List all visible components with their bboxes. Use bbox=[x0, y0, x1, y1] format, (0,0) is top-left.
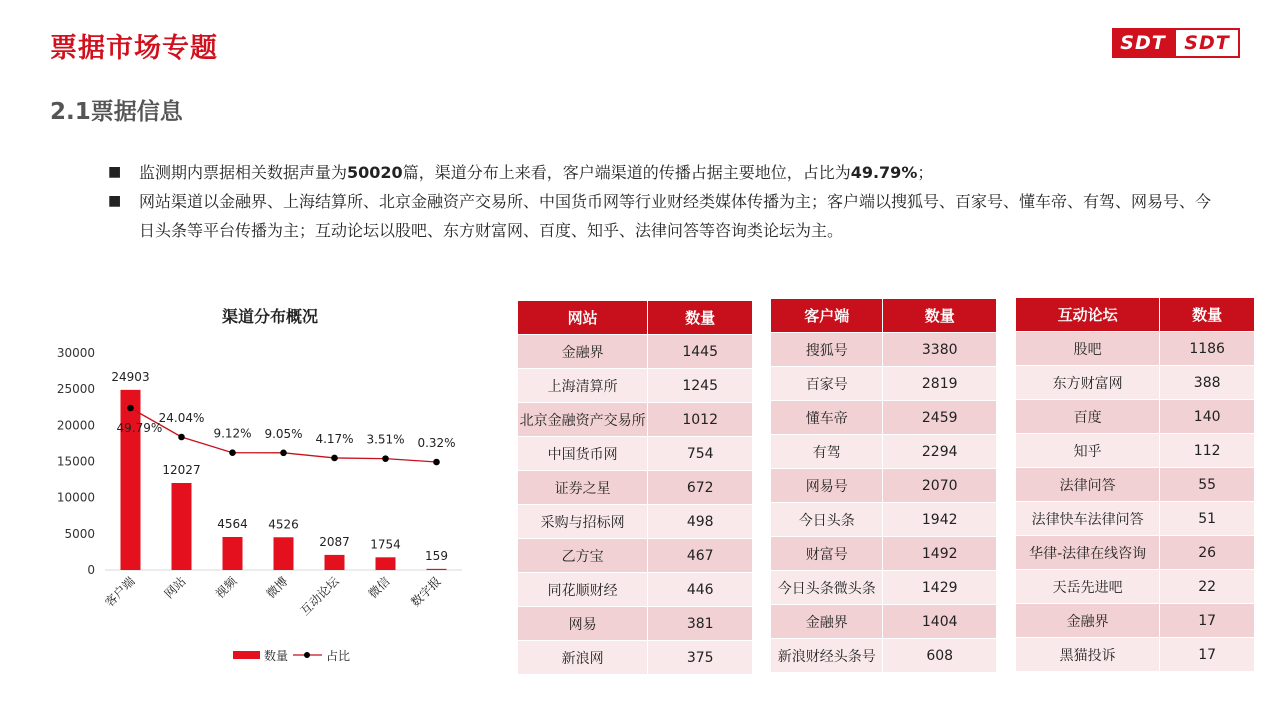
source-name-cell: 法律问答 bbox=[1016, 468, 1160, 502]
x-tick-label: 微博 bbox=[263, 574, 291, 602]
x-tick-label: 客户端 bbox=[102, 574, 138, 610]
bar-微博 bbox=[274, 537, 294, 570]
table-row bbox=[771, 435, 997, 469]
source-name-cell: 财富号 bbox=[771, 537, 883, 571]
share-point bbox=[382, 455, 389, 462]
chart-title: 渠道分布概况 bbox=[221, 307, 319, 326]
share-point bbox=[127, 405, 134, 412]
table-row bbox=[518, 403, 753, 437]
source-name-cell: 懂车帝 bbox=[771, 401, 883, 435]
bar-value-label: 4526 bbox=[268, 517, 299, 532]
count-cell: 2070 bbox=[883, 469, 997, 503]
count-cell: 1186 bbox=[1160, 332, 1255, 366]
source-name-cell: 金融界 bbox=[518, 335, 648, 369]
table-row bbox=[771, 367, 997, 401]
source-name-cell: 天岳先进吧 bbox=[1016, 570, 1160, 604]
source-name-cell: 北京金融资产交易所 bbox=[518, 403, 648, 437]
source-name-cell: 网易号 bbox=[771, 469, 883, 503]
y-tick-label: 10000 bbox=[56, 490, 95, 505]
source-name-cell: 网易 bbox=[518, 607, 648, 641]
share-label: 9.12% bbox=[213, 426, 252, 441]
bullet-item bbox=[108, 187, 1218, 245]
table-row bbox=[1016, 434, 1255, 468]
share-point bbox=[433, 459, 440, 466]
table-header: 数量 bbox=[883, 299, 997, 333]
y-tick-label: 20000 bbox=[56, 418, 95, 433]
count-cell: 2294 bbox=[883, 435, 997, 469]
bar-value-label: 1754 bbox=[370, 537, 401, 552]
source-name-cell: 今日头条微头条 bbox=[771, 571, 883, 605]
bullet-text: 监测期内票据相关数据声量为50020篇，渠道分布上来看，客户端渠道的传播占据主要地位，占比为49.79%； bbox=[139, 163, 934, 182]
table-row bbox=[771, 333, 997, 367]
table-row bbox=[771, 469, 997, 503]
bar-视频 bbox=[223, 537, 243, 570]
page-title: 票据市场专题 bbox=[50, 33, 218, 64]
count-cell: 51 bbox=[1160, 502, 1255, 536]
table-row bbox=[518, 437, 753, 471]
count-cell: 22 bbox=[1160, 570, 1255, 604]
website-table bbox=[517, 300, 753, 675]
table-row bbox=[1016, 332, 1255, 366]
count-cell: 1492 bbox=[883, 537, 997, 571]
count-cell: 388 bbox=[1160, 366, 1255, 400]
bar-value-label: 12027 bbox=[162, 463, 201, 478]
bullet-item bbox=[108, 158, 1218, 187]
count-cell: 140 bbox=[1160, 400, 1255, 434]
table-header: 数量 bbox=[1160, 298, 1255, 332]
bar-客户端 bbox=[121, 390, 141, 570]
count-cell: 1942 bbox=[883, 503, 997, 537]
table-row bbox=[1016, 366, 1255, 400]
count-cell: 467 bbox=[648, 539, 753, 573]
table-row bbox=[518, 607, 753, 641]
count-cell: 112 bbox=[1160, 434, 1255, 468]
bar-数字报 bbox=[427, 569, 447, 570]
total-volume: 50020 bbox=[347, 163, 403, 182]
table-row bbox=[518, 369, 753, 403]
forum-table bbox=[1015, 297, 1255, 672]
source-name-cell: 采购与招标网 bbox=[518, 505, 648, 539]
table-row bbox=[771, 503, 997, 537]
share-point bbox=[229, 449, 236, 456]
y-tick-label: 5000 bbox=[64, 526, 95, 541]
table-row bbox=[1016, 400, 1255, 434]
source-name-cell: 百家号 bbox=[771, 367, 883, 401]
table-row bbox=[518, 505, 753, 539]
count-cell: 3380 bbox=[883, 333, 997, 367]
count-cell: 17 bbox=[1160, 604, 1255, 638]
count-cell: 498 bbox=[648, 505, 753, 539]
table-row bbox=[771, 537, 997, 571]
section-subtitle: 2.1票据信息 bbox=[50, 99, 183, 125]
x-tick-label: 数字报 bbox=[408, 574, 444, 610]
source-name-cell: 中国货币网 bbox=[518, 437, 648, 471]
share-label: 9.05% bbox=[264, 426, 303, 441]
table-header: 网站 bbox=[518, 301, 648, 335]
x-tick-label: 互动论坛 bbox=[297, 574, 342, 619]
count-cell: 1012 bbox=[648, 403, 753, 437]
table-row bbox=[771, 639, 997, 673]
count-cell: 446 bbox=[648, 573, 753, 607]
count-cell: 2819 bbox=[883, 367, 997, 401]
table-header: 互动论坛 bbox=[1016, 298, 1160, 332]
count-cell: 1245 bbox=[648, 369, 753, 403]
source-name-cell: 证券之星 bbox=[518, 471, 648, 505]
table-row bbox=[1016, 570, 1255, 604]
count-cell: 17 bbox=[1160, 638, 1255, 672]
source-name-cell: 金融界 bbox=[1016, 604, 1160, 638]
table-row bbox=[771, 571, 997, 605]
bar-value-label: 2087 bbox=[319, 534, 350, 549]
share-point bbox=[280, 449, 287, 456]
client-table bbox=[770, 298, 997, 673]
table-header: 数量 bbox=[648, 301, 753, 335]
table-header: 客户端 bbox=[771, 299, 883, 333]
share-point bbox=[331, 455, 338, 462]
bar-value-label: 159 bbox=[425, 548, 448, 563]
table-row bbox=[1016, 502, 1255, 536]
source-name-cell: 华律-法律在线咨询 bbox=[1016, 536, 1160, 570]
y-tick-label: 30000 bbox=[56, 346, 95, 360]
table-row bbox=[518, 539, 753, 573]
legend-bar-swatch bbox=[233, 651, 260, 659]
table-row bbox=[1016, 604, 1255, 638]
count-cell: 2459 bbox=[883, 401, 997, 435]
client-share: 49.79% bbox=[850, 163, 918, 182]
table-row bbox=[771, 605, 997, 639]
summary-bullets bbox=[108, 158, 1218, 245]
source-name-cell: 黑猫投诉 bbox=[1016, 638, 1160, 672]
count-cell: 754 bbox=[648, 437, 753, 471]
x-tick-label: 微信 bbox=[365, 574, 393, 602]
legend-bar-label: 数量 bbox=[264, 649, 289, 663]
source-name-cell: 百度 bbox=[1016, 400, 1160, 434]
table-row bbox=[518, 641, 753, 675]
count-cell: 375 bbox=[648, 641, 753, 675]
share-point bbox=[178, 434, 185, 441]
table-row bbox=[518, 471, 753, 505]
y-tick-label: 15000 bbox=[56, 454, 95, 469]
source-name-cell: 今日头条 bbox=[771, 503, 883, 537]
table-row bbox=[518, 573, 753, 607]
count-cell: 1404 bbox=[883, 605, 997, 639]
table-row bbox=[1016, 638, 1255, 672]
source-name-cell: 新浪财经头条号 bbox=[771, 639, 883, 673]
bar-value-label: 4564 bbox=[217, 516, 248, 531]
source-name-cell: 上海清算所 bbox=[518, 369, 648, 403]
source-name-cell: 有驾 bbox=[771, 435, 883, 469]
count-cell: 672 bbox=[648, 471, 753, 505]
source-name-cell: 乙方宝 bbox=[518, 539, 648, 573]
logo-left: SDT bbox=[1112, 28, 1174, 58]
bar-value-label: 24903 bbox=[111, 369, 150, 384]
y-tick-label: 0 bbox=[87, 563, 95, 577]
channel-distribution-chart bbox=[40, 300, 480, 680]
bar-网站 bbox=[172, 483, 192, 570]
source-name-cell: 法律快车法律问答 bbox=[1016, 502, 1160, 536]
bar-互动论坛 bbox=[325, 555, 345, 570]
bullet-text: 网站渠道以金融界、上海结算所、北京金融资产交易所、中国货币网等行业财经类媒体传播为主；客户端以搜狐号、百家号、懂车帝、有驾、网易号、今日头条等平台传播为主；互动论坛以股吧、东方财富网、百度、知乎、法律问答等咨询类论坛为主。 bbox=[139, 192, 1212, 240]
table-row bbox=[1016, 536, 1255, 570]
source-name-cell: 知乎 bbox=[1016, 434, 1160, 468]
source-name-cell: 同花顺财经 bbox=[518, 573, 648, 607]
legend-line-marker bbox=[304, 652, 310, 658]
share-label: 4.17% bbox=[315, 431, 354, 446]
share-label: 3.51% bbox=[366, 432, 405, 447]
bar-微信 bbox=[376, 557, 396, 570]
bullet-marker: ■ bbox=[108, 164, 122, 180]
sdt-logo bbox=[1112, 28, 1240, 58]
table-row bbox=[1016, 468, 1255, 502]
count-cell: 1445 bbox=[648, 335, 753, 369]
x-tick-label: 视频 bbox=[212, 574, 240, 602]
source-name-cell: 金融界 bbox=[771, 605, 883, 639]
source-name-cell: 新浪网 bbox=[518, 641, 648, 675]
share-label: 24.04% bbox=[158, 411, 205, 425]
source-name-cell: 股吧 bbox=[1016, 332, 1160, 366]
source-name-cell: 东方财富网 bbox=[1016, 366, 1160, 400]
count-cell: 55 bbox=[1160, 468, 1255, 502]
bullet-marker: ■ bbox=[108, 193, 122, 209]
share-label: 0.32% bbox=[417, 436, 456, 450]
count-cell: 381 bbox=[648, 607, 753, 641]
table-row bbox=[518, 335, 753, 369]
legend-line-label: 占比 bbox=[326, 649, 351, 663]
y-tick-label: 25000 bbox=[56, 382, 95, 397]
table-row bbox=[771, 401, 997, 435]
share-label: 49.79% bbox=[116, 421, 163, 435]
x-tick-label: 网站 bbox=[161, 574, 189, 602]
logo-right: SDT bbox=[1174, 28, 1240, 58]
count-cell: 26 bbox=[1160, 536, 1255, 570]
count-cell: 1429 bbox=[883, 571, 997, 605]
count-cell: 608 bbox=[883, 639, 997, 673]
source-name-cell: 搜狐号 bbox=[771, 333, 883, 367]
